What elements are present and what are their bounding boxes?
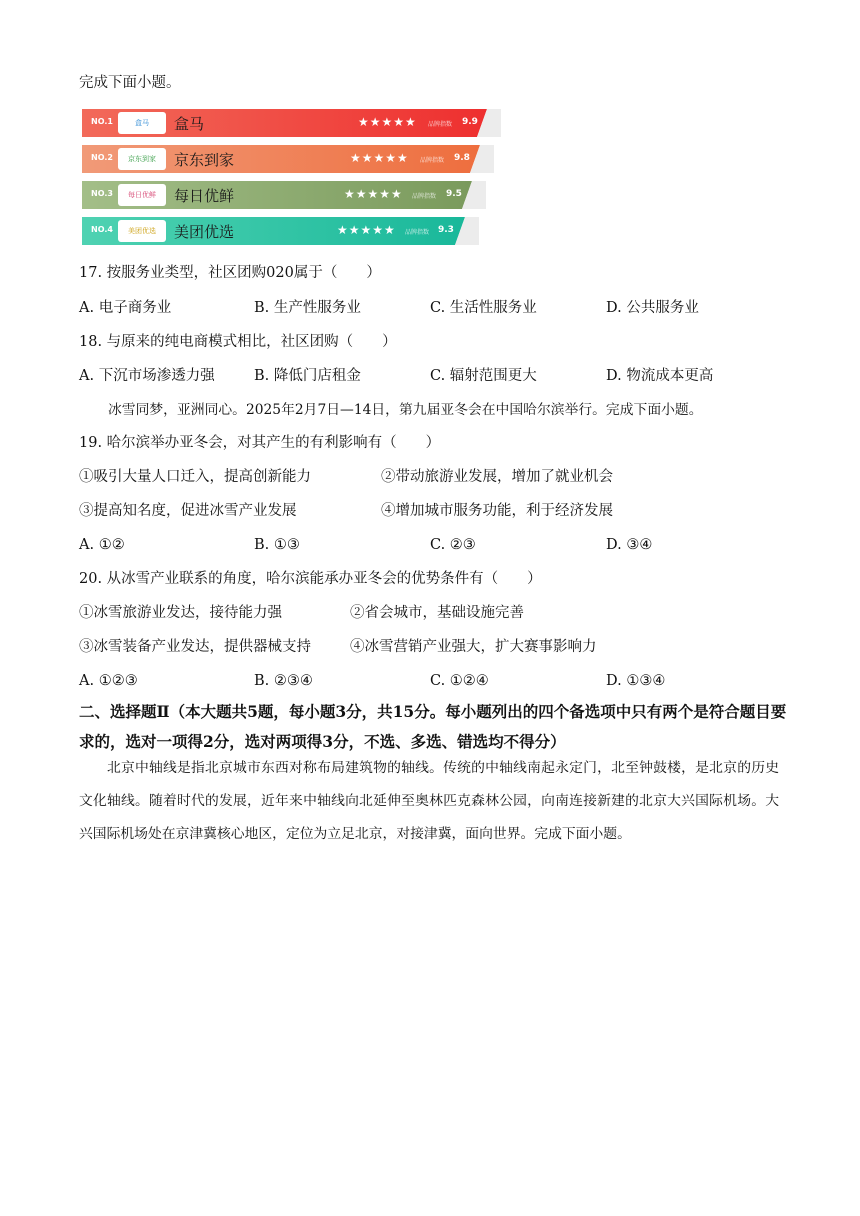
rating-stars-icon: ★★★★★ [350,151,409,165]
q18-option-d: D. 物流成本更高 [606,368,714,384]
rank-number: NO.3 [91,189,113,198]
q20-statement-3: ③冰雪装备产业发达，提供器械支持 [79,639,311,655]
rank-number: NO.2 [91,153,113,162]
q18-option-b: B. 降低门店租金 [254,368,361,384]
q19-statement-2: ②带动旅游业发展，增加了就业机会 [381,469,613,485]
rank-row [82,217,498,245]
q18-option-c: C. 辐射范围更大 [430,368,537,384]
index-label: 品牌指数 [412,193,437,200]
q19-stem: 19. 哈尔滨举办亚冬会，对其产生的有利影响有（ ） [79,435,441,451]
q20-statement-4: ④冰雪营销产业强大，扩大赛事影响力 [350,639,597,655]
index-label: 品牌指数 [405,229,430,236]
brand-name: 每日优鲜 [174,187,235,205]
brand-logo: 美团优选 [118,220,166,242]
rating-stars-icon: ★★★★★ [337,223,396,237]
q19-statement-1: ①吸引大量人口迁入，提高创新能力 [79,469,311,485]
q17-option-b: B. 生产性服务业 [254,300,361,316]
q20-option-a: A. ①②③ [79,673,138,689]
q18-stem: 18. 与原来的纯电商模式相比，社区团购（ ） [79,334,397,350]
rank-row [82,145,498,173]
rating-stars-icon: ★★★★★ [358,115,417,129]
index-label: 品牌指数 [428,121,453,128]
q17-option-a: A. 电子商务业 [79,300,172,316]
q20-option-d: D. ①③④ [606,673,666,689]
brand-score: 9.5 [446,189,462,199]
material-paragraph: 冰雪同梦，亚洲同心。2025年2月7日—14日，第九届亚冬会在中国哈尔滨举行。完成下面小题。 [108,402,703,418]
q20-option-b: B. ②③④ [254,673,313,689]
intro-text: 完成下面小题。 [79,75,181,91]
q17-option-d: D. 公共服务业 [606,300,699,316]
q20-option-c: C. ①②④ [430,673,489,689]
section-heading: 二、选择题Ⅱ（本大题共5题，每小题3分，共15分。每小题列出的四个备选项中只有两个是符合题目要求的，选对一项得2分，选对两项得3分，不选、多选、错选均不得分） [79,702,787,751]
q20-stem: 20. 从冰雪产业联系的角度，哈尔滨能承办亚冬会的优势条件有（ ） [79,571,542,587]
q19-option-d: D. ③④ [606,537,653,553]
q19-option-c: C. ②③ [430,537,476,553]
brand-logo: 盒马 [118,112,166,134]
brand-logo: 每日优鲜 [118,184,166,206]
brand-name: 京东到家 [174,151,235,169]
rank-number: NO.4 [91,225,113,234]
q17-option-c: C. 生活性服务业 [430,300,537,316]
rating-stars-icon: ★★★★★ [344,187,403,201]
material-paragraph: 北京中轴线是指北京城市东西对称布局建筑物的轴线。传统的中轴线南起永定门，北至钟鼓楼，是北京的历史文化轴线。随着时代的发展，近年来中轴线向北延伸至奥林匹克森林公园，向南连接新建的北京大兴国际机场。大兴国际机场处在京津冀核心地区，定位为立足北京，对接津冀，面向世界。完成下面小题。 [79,760,779,842]
brand-score: 9.8 [454,153,470,163]
brand-name: 盒马 [174,115,205,133]
q19-statement-3: ③提高知名度，促进冰雪产业发展 [79,503,297,519]
brand-score: 9.9 [462,117,478,127]
rank-row [82,109,498,137]
q18-option-a: A. 下沉市场渗透力强 [79,368,215,384]
brand-name: 美团优选 [174,223,235,241]
q19-statement-4: ④增加城市服务功能，利于经济发展 [381,503,613,519]
q19-option-b: B. ①③ [254,537,300,553]
index-label: 品牌指数 [420,157,445,164]
brand-logo: 京东到家 [118,148,166,170]
rank-number: NO.1 [91,117,113,126]
q17-stem: 17. 按服务业类型，社区团购020属于（ ） [79,265,381,281]
q20-statement-1: ①冰雪旅游业发达，接待能力强 [79,605,282,621]
brand-score: 9.3 [438,225,454,235]
q19-option-a: A. ①② [79,537,125,553]
q20-statement-2: ②省会城市，基础设施完善 [350,605,524,621]
rank-row [82,181,498,209]
